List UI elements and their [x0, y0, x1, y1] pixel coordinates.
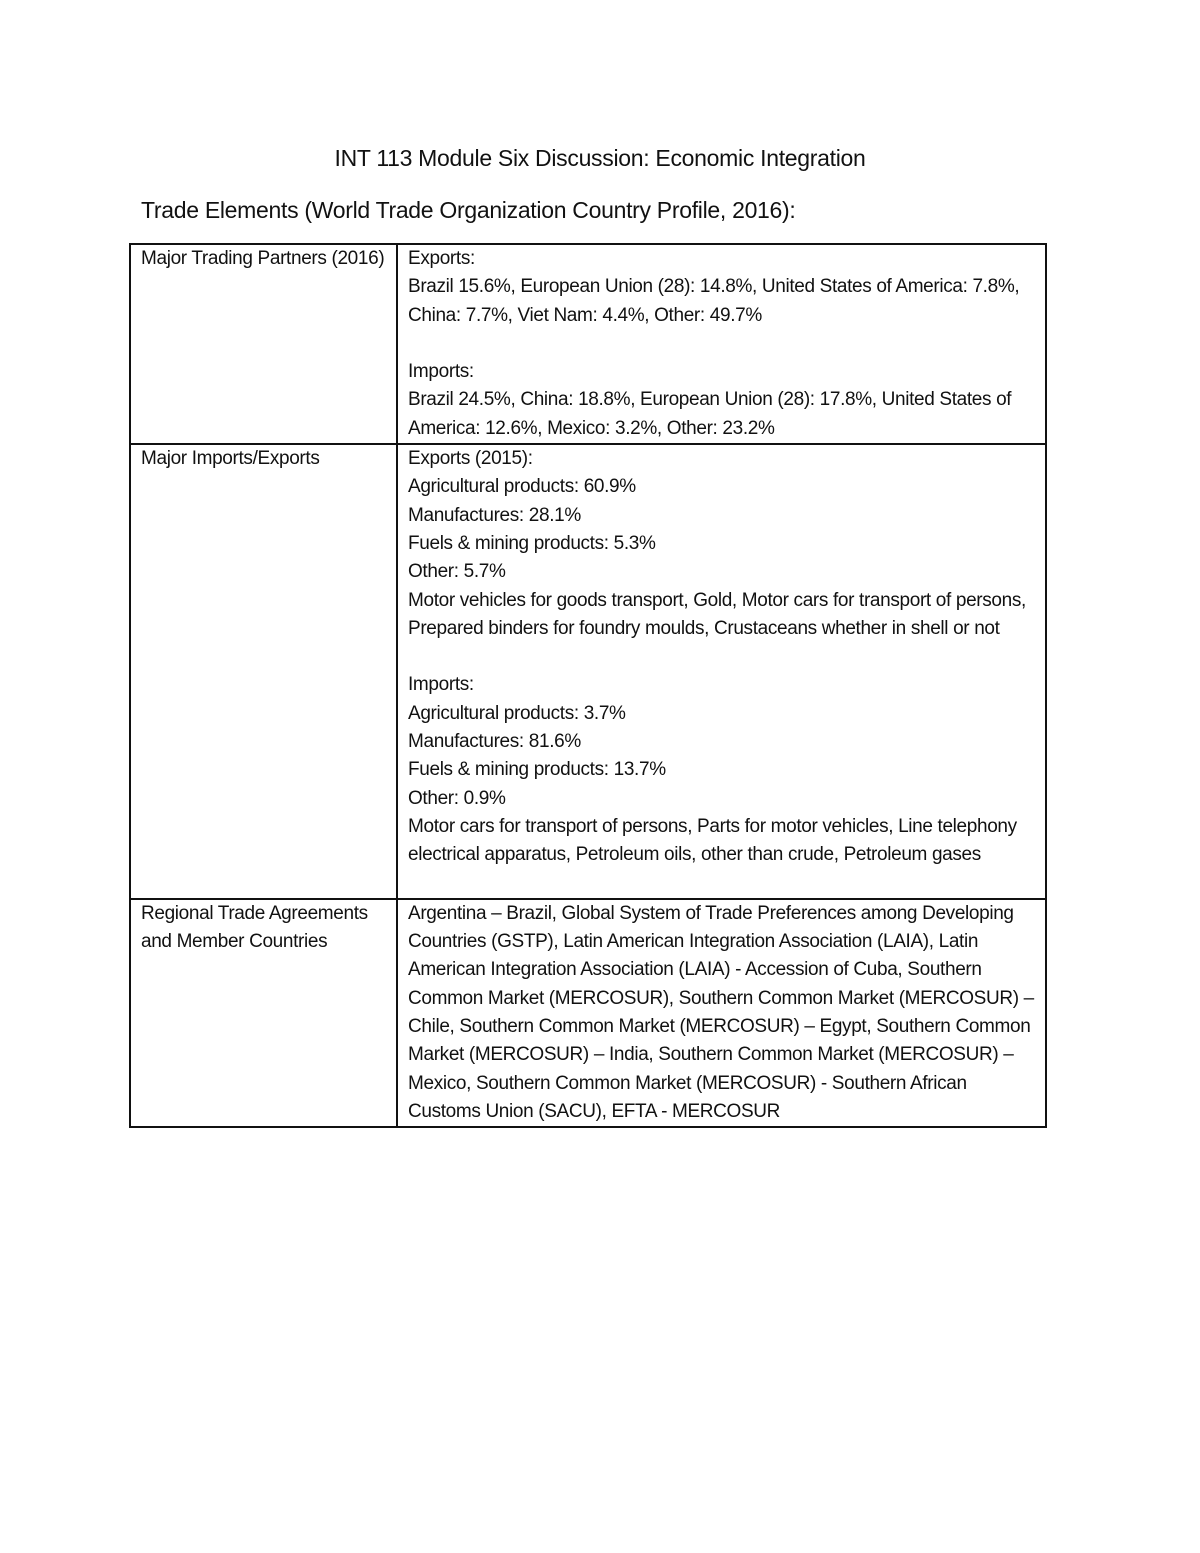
imports-heading: Imports: — [408, 361, 474, 383]
row-label: Major Imports/Exports — [141, 448, 320, 470]
table-row — [130, 444, 1046, 899]
exports-line: Agricultural products: 60.9% — [408, 476, 636, 498]
imports-text: Brazil 24.5%, China: 18.8%, European Union (28): 17.8%, United States of America: 12.6%, Mexico: 3.2%, Other: 23.2% — [408, 389, 1012, 439]
imports-line: Manufactures: 81.6% — [408, 731, 581, 753]
row-label-cell — [130, 444, 397, 899]
exports-line: Other: 5.7% — [408, 561, 506, 583]
page-title: INT 113 Module Six Discussion: Economic Integration — [334, 145, 866, 171]
row-label: Regional Trade Agreements and Member Countries — [141, 902, 368, 953]
paragraph-spacer — [408, 870, 1035, 898]
row-label-cell — [130, 244, 397, 444]
exports-text: Motor vehicles for goods transport, Gold, Motor cars for transport of persons, Prepared binders for foundry moulds, Crustaceans whether in shell or not — [408, 589, 1026, 639]
row-content-cell — [397, 444, 1046, 899]
exports-line: Fuels & mining products: 5.3% — [408, 532, 656, 554]
exports-text: Brazil 15.6%, European Union (28): 14.8%, United States of America: 7.8%, China: 7.7%, Viet Nam: 4.4%, Other: 49.7% — [408, 276, 1020, 326]
row-content-cell — [397, 899, 1046, 1127]
imports-line: Fuels & mining products: 13.7% — [408, 759, 666, 781]
imports-line: Other: 0.9% — [408, 787, 506, 809]
paragraph-spacer — [408, 643, 1035, 671]
row-label: Major Trading Partners (2016) — [141, 248, 385, 269]
imports-heading: Imports: — [408, 674, 474, 696]
row-label-cell — [130, 899, 397, 1127]
exports-heading: Exports: — [408, 248, 475, 269]
imports-text: Motor cars for transport of persons, Parts for motor vehicles, Line telephony electrical apparatus, Petroleum oils, other than crude, Petroleum gases — [408, 815, 1017, 866]
paragraph-spacer — [408, 330, 1035, 358]
exports-heading: Exports (2015): — [408, 448, 533, 470]
exports-line: Manufactures: 28.1% — [408, 504, 581, 526]
section-subtitle: Trade Elements (World Trade Organization Country Profile, 2016): — [141, 197, 796, 223]
row-content-cell — [397, 244, 1046, 444]
trade-elements-table — [129, 243, 1047, 1128]
table-row — [130, 899, 1046, 1127]
agreements-text: Argentina – Brazil, Global System of Trade Preferences among Developing Countries (GSTP), Latin American Integration Association (LAIA), Latin American Integration Association (LAIA) - Accession of Cuba, Southern Common Market (MERCOSUR), Southern Common Market (MERCOSUR) – Chile, Southern Common Market (MERCOSUR) – Egypt, Southern Common Market (MERCOSUR) – India, Southern Common Market (MERCOSUR) – Mexico, Southern Common Market (MERCOSUR) - Southern African Customs Union (SACU), EFTA - MERCOSUR — [408, 902, 1034, 1122]
table-row — [130, 244, 1046, 444]
imports-line: Agricultural products: 3.7% — [408, 702, 626, 724]
